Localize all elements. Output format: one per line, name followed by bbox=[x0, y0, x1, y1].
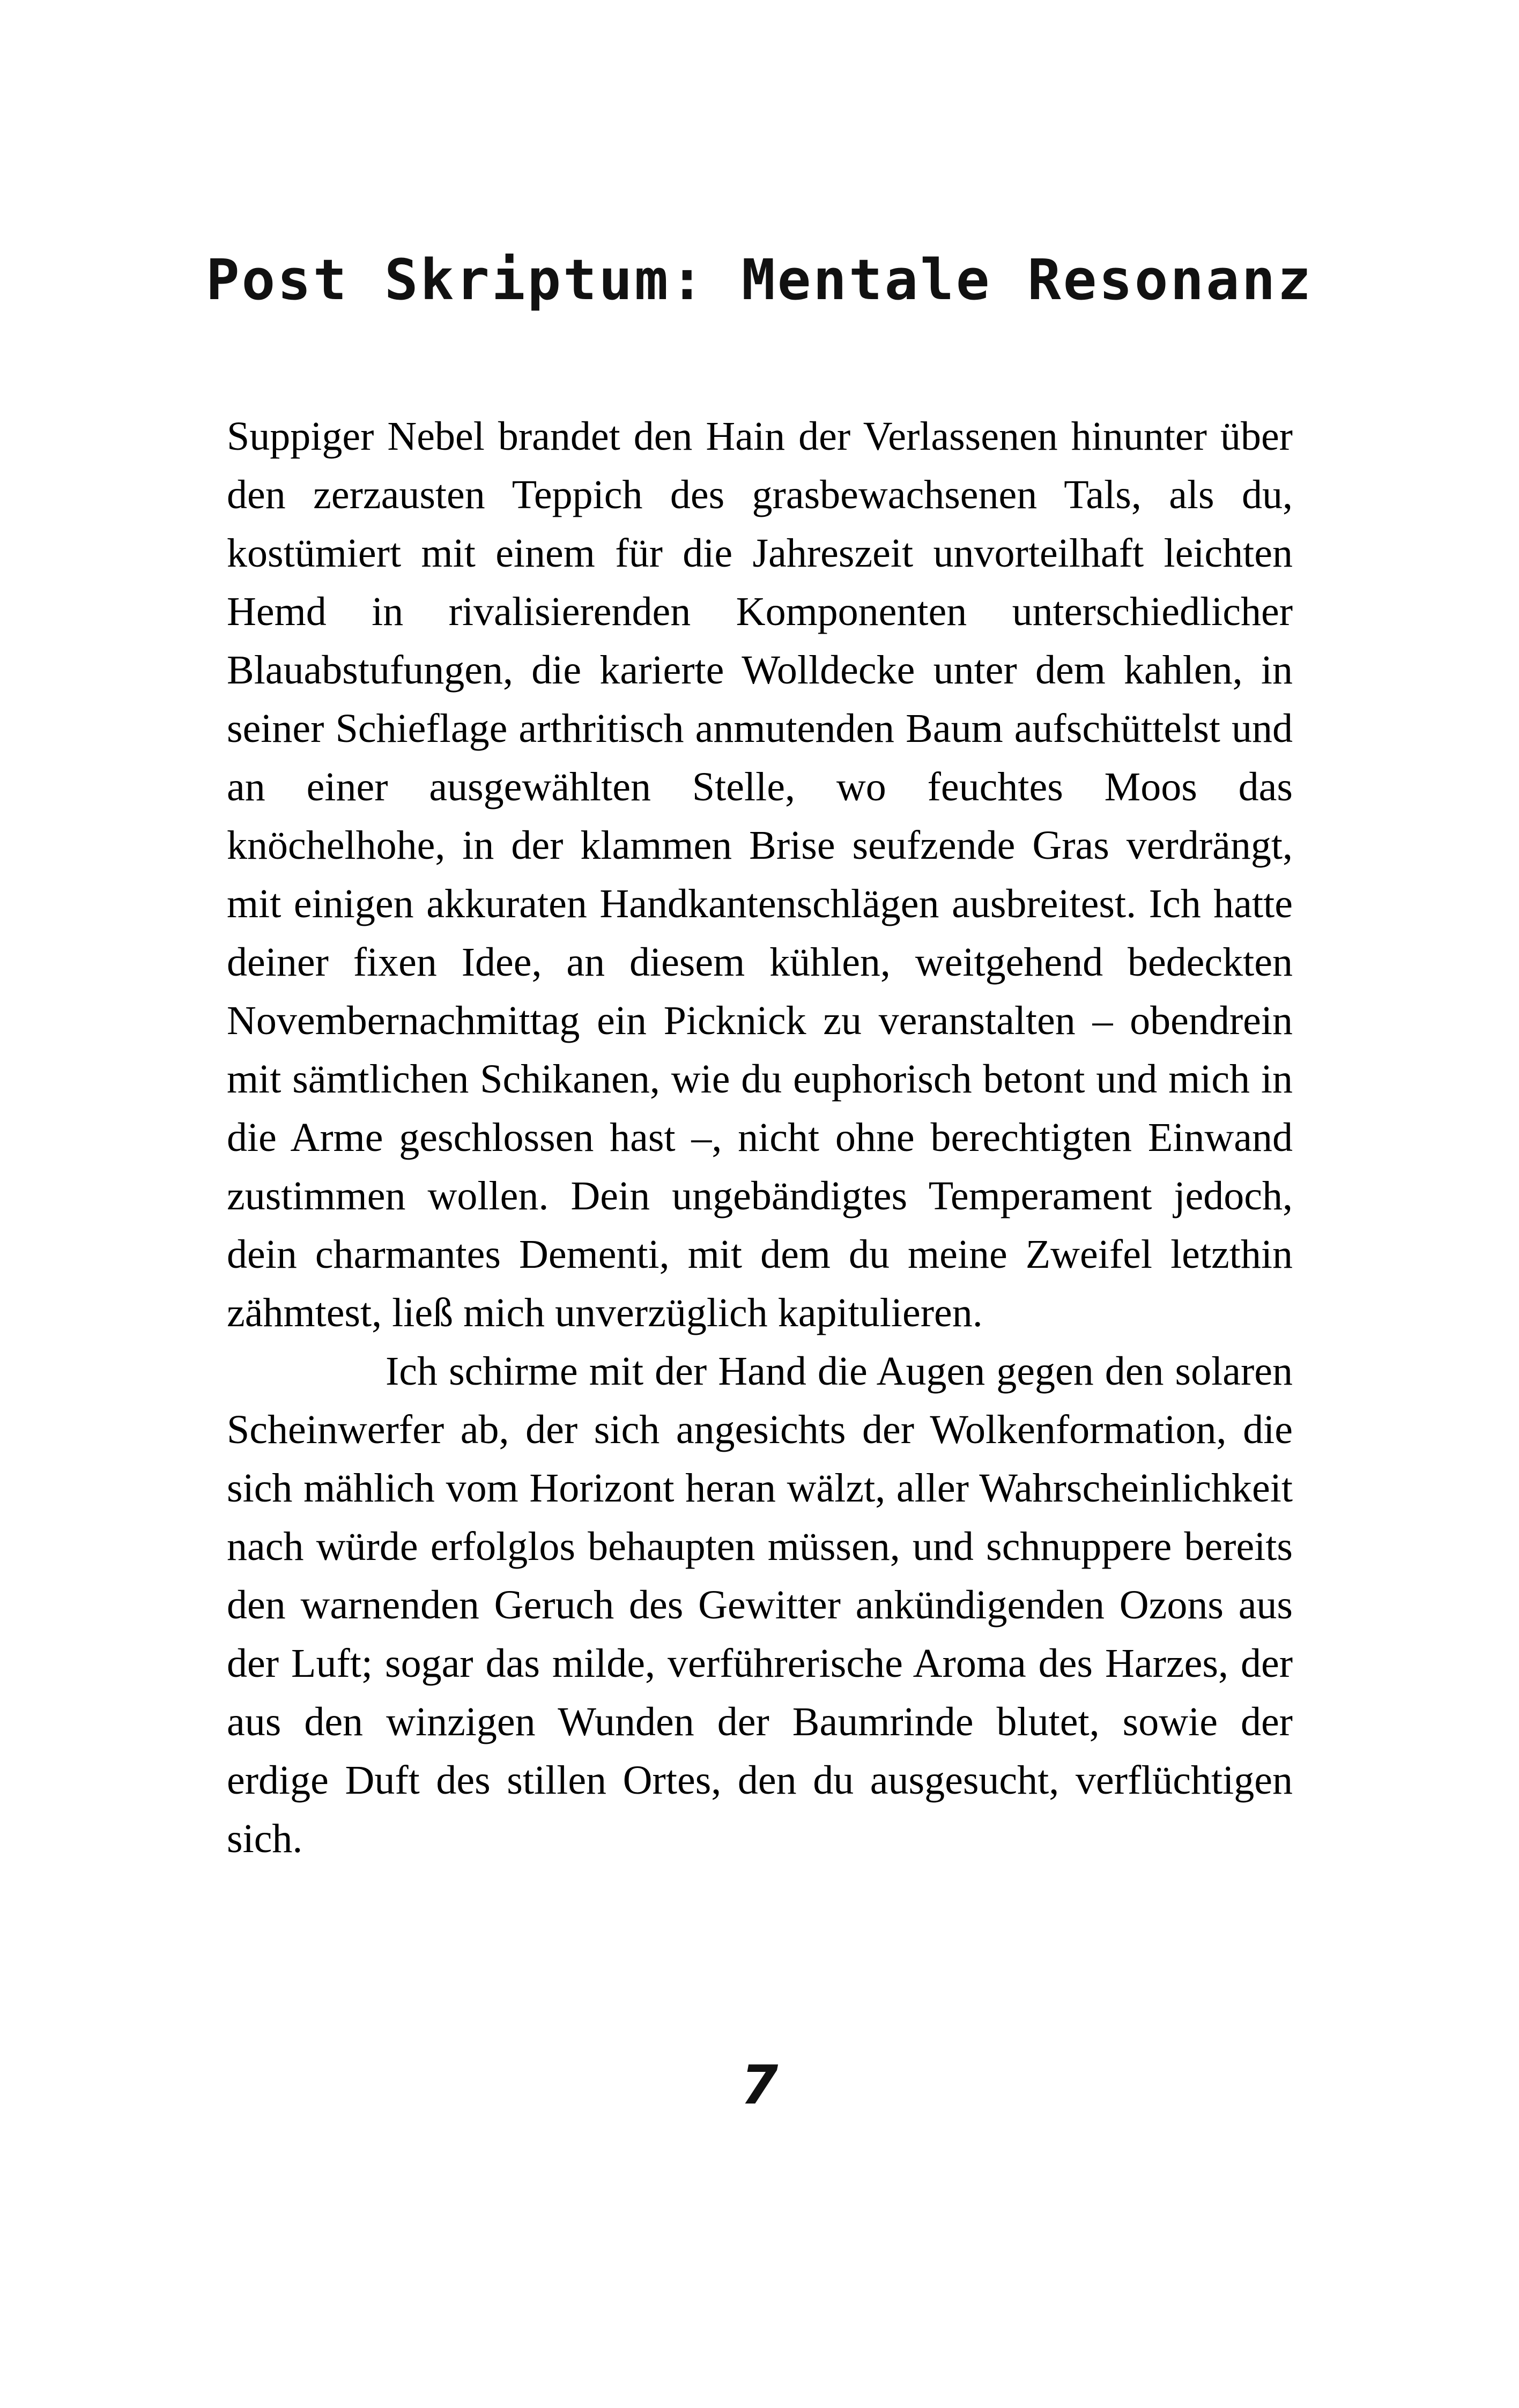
paragraph-1: Suppiger Nebel brandet den Hain der Verlassenen hinunter über den zerzausten Teppich des grasbewachsenen Tals, als du, kostümiert mit einem für die Jahreszeit unvorteilhaft leichten Hemd in rivalisierenden Komponenten unterschiedlicher Blauabstufungen, die karierte Wolldecke unter dem kahlen, in seiner Schieflage arthritisch anmutenden Baum aufschüttelst und an einer ausgewählten Stelle, wo feuchtes Moos das knöchelhohe, in der klammen Brise seufzende Gras verdrängt, mit einigen akkuraten Handkantenschlägen ausbreitest. Ich hatte deiner fixen Idee, an diesem kühlen, weitgehend bedeckten Novembernachmittag ein Picknick zu veranstalten – obendrein mit sämtlichen Schikanen, wie du euphorisch betont und mich in die Arme geschlossen hast –, nicht ohne berechtigten Einwand zustimmen wollen. Dein ungebändigtes Temperament jedoch, dein charmantes Dementi, mit dem du meine Zweifel letzthin zähmtest, ließ mich unverzüglich kapitulieren. bbox=[227, 414, 1293, 1335]
body-text bbox=[227, 407, 1293, 1868]
page-number: 7 bbox=[740, 2054, 779, 2116]
chapter-title: Post Skriptum: Mentale Resonanz bbox=[205, 247, 1313, 313]
paragraph-2: Ich schirme mit der Hand die Augen gegen den solaren Scheinwerfer ab, der sich angesichts der Wolkenformation, die sich mählich vom Horizont heran wälzt, aller Wahrscheinlichkeit nach würde erfolglos behaupten müssen, und schnuppere bereits den warnenden Geruch des Gewitter ankündigenden Ozons aus der Luft; sogar das milde, verführerische Aroma des Harzes, der aus den winzigen Wunden der Baumrinde blutet, sowie der erdige Duft des stillen Ortes, den du ausgesucht, verflüchtigen sich. bbox=[227, 1349, 1293, 1861]
